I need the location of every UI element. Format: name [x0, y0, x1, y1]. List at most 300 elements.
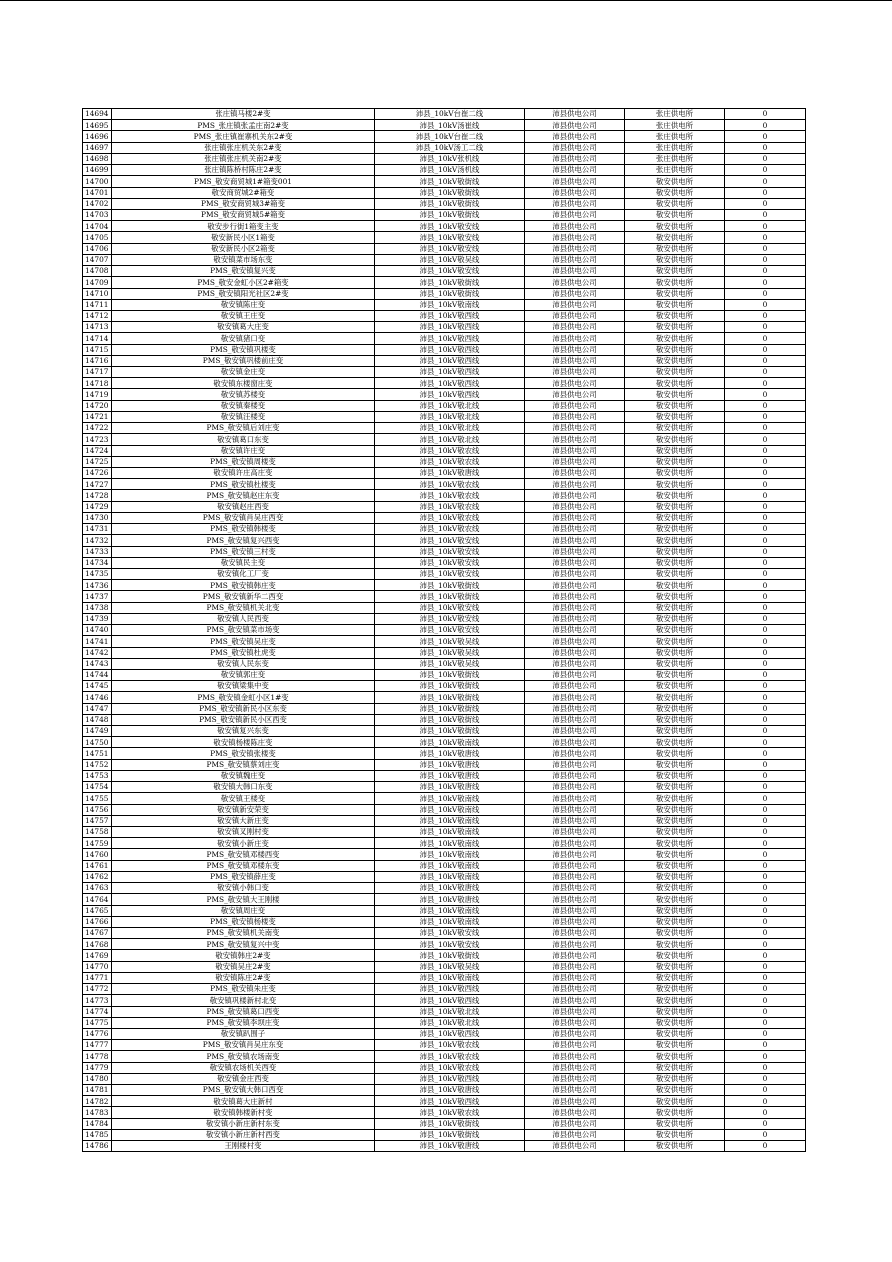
supply-station-cell: 敬安供电所 — [625, 176, 725, 187]
transformer-name-cell: PMS_敬安镇邓楼西变 — [112, 849, 375, 860]
table-row — [83, 1096, 806, 1107]
transformer-name-cell: 敬安镇吴庄2#变 — [112, 961, 375, 972]
supply-station-cell: 敬安供电所 — [625, 759, 725, 770]
company-cell: 沛县供电公司 — [525, 232, 625, 243]
count-cell: 0 — [725, 479, 806, 490]
count-cell: 0 — [725, 1085, 806, 1096]
table-row — [83, 322, 806, 333]
company-cell: 沛县供电公司 — [525, 501, 625, 512]
transformer-name-cell: PMS_敬安镇阳光社区2#变 — [112, 288, 375, 299]
company-cell: 沛县供电公司 — [525, 782, 625, 793]
count-cell: 0 — [725, 221, 806, 232]
feeder-line-cell: 沛县_10kV敬农线 — [375, 490, 525, 501]
row-id-cell: 14768 — [83, 939, 112, 950]
company-cell: 沛县供电公司 — [525, 939, 625, 950]
feeder-line-cell: 沛县_10kV敬街线 — [375, 703, 525, 714]
row-id-cell: 14744 — [83, 669, 112, 680]
feeder-line-cell: 沛县_10kV敬农线 — [375, 524, 525, 535]
count-cell: 0 — [725, 613, 806, 624]
table-row — [83, 479, 806, 490]
feeder-line-cell: 沛县_10kV汤机线 — [375, 165, 525, 176]
transformer-name-cell: PMS_敬安镇赵庄东变 — [112, 490, 375, 501]
supply-station-cell: 敬安供电所 — [625, 838, 725, 849]
transformer-name-cell: PMS_敬安金虹小区2#箱变 — [112, 277, 375, 288]
company-cell: 沛县供电公司 — [525, 198, 625, 209]
supply-station-cell: 敬安供电所 — [625, 322, 725, 333]
transformer-name-cell: 敬安镇人民东变 — [112, 658, 375, 669]
transformer-name-cell: 敬安新民小区1箱变 — [112, 232, 375, 243]
supply-station-cell: 敬安供电所 — [625, 1141, 725, 1152]
transformer-name-cell: 王刚楼村变 — [112, 1141, 375, 1152]
supply-station-cell: 张庄供电所 — [625, 165, 725, 176]
feeder-line-cell: 沛县_10kV敬农线 — [375, 1040, 525, 1051]
count-cell: 0 — [725, 1107, 806, 1118]
feeder-line-cell: 沛县_10kV台崔二线 — [375, 131, 525, 142]
count-cell: 0 — [725, 905, 806, 916]
count-cell: 0 — [725, 1028, 806, 1039]
company-cell: 沛县供电公司 — [525, 681, 625, 692]
feeder-line-cell: 沛县_10kV敬唐线 — [375, 894, 525, 905]
row-id-cell: 14710 — [83, 288, 112, 299]
supply-station-cell: 敬安供电所 — [625, 995, 725, 1006]
table-row — [83, 838, 806, 849]
transformer-name-cell: 敬安镇猪口变 — [112, 333, 375, 344]
transformer-name-cell: 敬安镇梁集中变 — [112, 681, 375, 692]
count-cell: 0 — [725, 378, 806, 389]
table-row — [83, 927, 806, 938]
feeder-line-cell: 沛县_10kV敬南线 — [375, 972, 525, 983]
transformer-name-cell: 敬安镇许庄高庄变 — [112, 468, 375, 479]
count-cell: 0 — [725, 490, 806, 501]
transformer-name-cell: 敬安镇民主变 — [112, 557, 375, 568]
company-cell: 沛县供电公司 — [525, 288, 625, 299]
transformer-name-cell: PMS_敬安镇蔡刘庄变 — [112, 759, 375, 770]
company-cell: 沛县供电公司 — [525, 669, 625, 680]
row-id-cell: 14767 — [83, 927, 112, 938]
table-row — [83, 568, 806, 579]
supply-station-cell: 敬安供电所 — [625, 355, 725, 366]
table-row — [83, 1129, 806, 1140]
feeder-line-cell: 沛县_10kV敬安线 — [375, 927, 525, 938]
feeder-line-cell: 沛县_10kV敬农线 — [375, 479, 525, 490]
table-row — [83, 232, 806, 243]
supply-station-cell: 敬安供电所 — [625, 1006, 725, 1017]
supply-station-cell: 张庄供电所 — [625, 142, 725, 153]
company-cell: 沛县供电公司 — [525, 423, 625, 434]
count-cell: 0 — [725, 131, 806, 142]
company-cell: 沛县供电公司 — [525, 209, 625, 220]
row-id-cell: 14772 — [83, 984, 112, 995]
table-row — [83, 535, 806, 546]
supply-station-cell: 敬安供电所 — [625, 849, 725, 860]
row-id-cell: 14712 — [83, 310, 112, 321]
transformer-name-cell: 张庄镇陈桥村陈庄2#变 — [112, 165, 375, 176]
feeder-line-cell: 沛县_10kV敬街线 — [375, 198, 525, 209]
table-row — [83, 165, 806, 176]
row-id-cell: 14777 — [83, 1040, 112, 1051]
transformer-name-cell: PMS_敬安镇肖吴庄西变 — [112, 512, 375, 523]
count-cell: 0 — [725, 389, 806, 400]
count-cell: 0 — [725, 568, 806, 579]
company-cell: 沛县供电公司 — [525, 512, 625, 523]
feeder-line-cell: 沛县_10kV敬安线 — [375, 602, 525, 613]
transformer-name-cell: PMS_敬安镇复兴西变 — [112, 535, 375, 546]
supply-station-cell: 敬安供电所 — [625, 748, 725, 759]
company-cell: 沛县供电公司 — [525, 367, 625, 378]
transformer-name-cell: PMS_敬安镇农场南变 — [112, 1051, 375, 1062]
row-id-cell: 14779 — [83, 1062, 112, 1073]
company-cell: 沛县供电公司 — [525, 1085, 625, 1096]
table-row — [83, 647, 806, 658]
company-cell: 沛县供电公司 — [525, 546, 625, 557]
supply-station-cell: 敬安供电所 — [625, 1096, 725, 1107]
table-row — [83, 849, 806, 860]
transformer-name-cell: PMS_敬安镇李坝庄变 — [112, 1017, 375, 1028]
feeder-line-cell: 沛县_10kV敬北线 — [375, 423, 525, 434]
count-cell: 0 — [725, 109, 806, 120]
row-id-cell: 14742 — [83, 647, 112, 658]
company-cell: 沛县供电公司 — [525, 557, 625, 568]
row-id-cell: 14726 — [83, 468, 112, 479]
table-row — [83, 221, 806, 232]
company-cell: 沛县供电公司 — [525, 916, 625, 927]
transformer-name-cell: PMS_敬安镇巩楼变 — [112, 344, 375, 355]
row-id-cell: 14695 — [83, 120, 112, 131]
transformer-name-cell: PMS_敬安镇韩楼变 — [112, 524, 375, 535]
table-row — [83, 905, 806, 916]
feeder-line-cell: 沛县_10kV敬西线 — [375, 344, 525, 355]
table-row — [83, 1141, 806, 1152]
table-row — [83, 254, 806, 265]
row-id-cell: 14705 — [83, 232, 112, 243]
feeder-line-cell: 沛县_10kV敬西线 — [375, 378, 525, 389]
row-id-cell: 14717 — [83, 367, 112, 378]
table-row — [83, 894, 806, 905]
company-cell: 沛县供电公司 — [525, 479, 625, 490]
feeder-line-cell: 沛县_10kV敬安线 — [375, 613, 525, 624]
transformer-name-cell: 敬安镇王楼变 — [112, 793, 375, 804]
transformer-name-cell: PMS_敬安镇肖吴庄东变 — [112, 1040, 375, 1051]
row-id-cell: 14724 — [83, 445, 112, 456]
company-cell: 沛县供电公司 — [525, 692, 625, 703]
table-row — [83, 759, 806, 770]
transformer-name-cell: 敬安镇汪楼变 — [112, 411, 375, 422]
supply-station-cell: 敬安供电所 — [625, 456, 725, 467]
feeder-line-cell: 沛县_10kV敬南线 — [375, 793, 525, 804]
feeder-line-cell: 沛县_10kV敬吴线 — [375, 658, 525, 669]
count-cell: 0 — [725, 1129, 806, 1140]
table-row — [83, 209, 806, 220]
company-cell: 沛县供电公司 — [525, 1118, 625, 1129]
transformer-name-cell: PMS_敬安镇复兴中变 — [112, 939, 375, 950]
count-cell: 0 — [725, 737, 806, 748]
transformer-name-cell: PMS_敬安镇大韩口西变 — [112, 1085, 375, 1096]
transformer-name-cell: 敬安镇小新庄新村东变 — [112, 1118, 375, 1129]
company-cell: 沛县供电公司 — [525, 905, 625, 916]
table-row — [83, 748, 806, 759]
row-id-cell: 14780 — [83, 1073, 112, 1084]
feeder-line-cell: 沛县_10kV汤崔线 — [375, 120, 525, 131]
row-id-cell: 14747 — [83, 703, 112, 714]
company-cell: 沛县供电公司 — [525, 838, 625, 849]
company-cell: 沛县供电公司 — [525, 266, 625, 277]
row-id-cell: 14748 — [83, 714, 112, 725]
feeder-line-cell: 沛县_10kV敬吴线 — [375, 647, 525, 658]
table-row — [83, 546, 806, 557]
top-rule — [0, 0, 892, 1]
feeder-line-cell: 沛县_10kV敬安线 — [375, 266, 525, 277]
company-cell: 沛县供电公司 — [525, 759, 625, 770]
feeder-line-cell: 沛县_10kV敬吴线 — [375, 254, 525, 265]
supply-station-cell: 敬安供电所 — [625, 681, 725, 692]
count-cell: 0 — [725, 961, 806, 972]
row-id-cell: 14730 — [83, 512, 112, 523]
feeder-line-cell: 沛县_10kV张机线 — [375, 153, 525, 164]
count-cell: 0 — [725, 580, 806, 591]
table-row — [83, 277, 806, 288]
table-row — [83, 490, 806, 501]
transformer-name-cell: PMS_敬安镇菜市场变 — [112, 625, 375, 636]
feeder-line-cell: 沛县_10kV敬北线 — [375, 1017, 525, 1028]
supply-station-cell: 敬安供电所 — [625, 209, 725, 220]
supply-station-cell: 敬安供电所 — [625, 490, 725, 501]
supply-station-cell: 敬安供电所 — [625, 894, 725, 905]
company-cell: 沛县供电公司 — [525, 1028, 625, 1039]
row-id-cell: 14756 — [83, 804, 112, 815]
supply-station-cell: 敬安供电所 — [625, 984, 725, 995]
feeder-line-cell: 沛县_10kV敬南线 — [375, 299, 525, 310]
row-id-cell: 14715 — [83, 344, 112, 355]
count-cell: 0 — [725, 411, 806, 422]
transformer-name-cell: 敬安商贸城2#箱变 — [112, 187, 375, 198]
supply-station-cell: 敬安供电所 — [625, 770, 725, 781]
supply-station-cell: 敬安供电所 — [625, 714, 725, 725]
feeder-line-cell: 沛县_10kV敬南线 — [375, 916, 525, 927]
supply-station-cell: 敬安供电所 — [625, 726, 725, 737]
company-cell: 沛县供电公司 — [525, 221, 625, 232]
feeder-line-cell: 沛县_10kV敬唐线 — [375, 782, 525, 793]
supply-station-cell: 敬安供电所 — [625, 1062, 725, 1073]
table-row — [83, 1017, 806, 1028]
table-row — [83, 591, 806, 602]
count-cell: 0 — [725, 187, 806, 198]
table-row — [83, 580, 806, 591]
supply-station-cell: 敬安供电所 — [625, 310, 725, 321]
count-cell: 0 — [725, 468, 806, 479]
count-cell: 0 — [725, 860, 806, 871]
row-id-cell: 14714 — [83, 333, 112, 344]
feeder-line-cell: 沛县_10kV汤工二线 — [375, 142, 525, 153]
company-cell: 沛县供电公司 — [525, 1096, 625, 1107]
row-id-cell: 14707 — [83, 254, 112, 265]
transformer-table — [82, 108, 806, 1152]
row-id-cell: 14743 — [83, 658, 112, 669]
table-row — [83, 916, 806, 927]
row-id-cell: 14752 — [83, 759, 112, 770]
transformer-name-cell: 敬安镇秦楼变 — [112, 400, 375, 411]
feeder-line-cell: 沛县_10kV敬唐线 — [375, 1141, 525, 1152]
supply-station-cell: 敬安供电所 — [625, 423, 725, 434]
table-row — [83, 378, 806, 389]
count-cell: 0 — [725, 176, 806, 187]
table-row — [83, 669, 806, 680]
transformer-name-cell: 敬安镇大韩口东变 — [112, 782, 375, 793]
table-row — [83, 389, 806, 400]
row-id-cell: 14759 — [83, 838, 112, 849]
count-cell: 0 — [725, 782, 806, 793]
count-cell: 0 — [725, 512, 806, 523]
count-cell: 0 — [725, 288, 806, 299]
row-id-cell: 14764 — [83, 894, 112, 905]
company-cell: 沛县供电公司 — [525, 310, 625, 321]
transformer-name-cell: PMS_敬安镇机关南变 — [112, 927, 375, 938]
supply-station-cell: 敬安供电所 — [625, 1017, 725, 1028]
supply-station-cell: 敬安供电所 — [625, 535, 725, 546]
feeder-line-cell: 沛县_10kV敬街线 — [375, 669, 525, 680]
company-cell: 沛县供电公司 — [525, 972, 625, 983]
supply-station-cell: 敬安供电所 — [625, 1028, 725, 1039]
company-cell: 沛县供电公司 — [525, 1051, 625, 1062]
count-cell: 0 — [725, 209, 806, 220]
row-id-cell: 14749 — [83, 726, 112, 737]
count-cell: 0 — [725, 793, 806, 804]
company-cell: 沛县供电公司 — [525, 109, 625, 120]
feeder-line-cell: 沛县_10kV敬西线 — [375, 367, 525, 378]
supply-station-cell: 敬安供电所 — [625, 1118, 725, 1129]
count-cell: 0 — [725, 1141, 806, 1152]
row-id-cell: 14774 — [83, 1006, 112, 1017]
feeder-line-cell: 沛县_10kV敬西线 — [375, 1073, 525, 1084]
row-id-cell: 14735 — [83, 568, 112, 579]
company-cell: 沛县供电公司 — [525, 333, 625, 344]
row-id-cell: 14781 — [83, 1085, 112, 1096]
count-cell: 0 — [725, 714, 806, 725]
feeder-line-cell: 沛县_10kV敬街线 — [375, 692, 525, 703]
supply-station-cell: 敬安供电所 — [625, 658, 725, 669]
count-cell: 0 — [725, 703, 806, 714]
company-cell: 沛县供电公司 — [525, 434, 625, 445]
supply-station-cell: 敬安供电所 — [625, 468, 725, 479]
company-cell: 沛县供电公司 — [525, 1062, 625, 1073]
row-id-cell: 14766 — [83, 916, 112, 927]
transformer-name-cell: PMS_敬安镇巩楼前庄变 — [112, 355, 375, 366]
transformer-name-cell: PMS_敬安镇周楼变 — [112, 456, 375, 467]
feeder-line-cell: 沛县_10kV敬西线 — [375, 984, 525, 995]
count-cell: 0 — [725, 355, 806, 366]
company-cell: 沛县供电公司 — [525, 1073, 625, 1084]
company-cell: 沛县供电公司 — [525, 411, 625, 422]
supply-station-cell: 敬安供电所 — [625, 871, 725, 882]
supply-station-cell: 张庄供电所 — [625, 120, 725, 131]
feeder-line-cell: 沛县_10kV敬安线 — [375, 625, 525, 636]
count-cell: 0 — [725, 400, 806, 411]
supply-station-cell: 敬安供电所 — [625, 266, 725, 277]
company-cell: 沛县供电公司 — [525, 524, 625, 535]
transformer-name-cell: PMS_敬安镇金虹小区1#变 — [112, 692, 375, 703]
transformer-name-cell: PMS_敬安镇杜楼变 — [112, 479, 375, 490]
row-id-cell: 14769 — [83, 950, 112, 961]
table-row — [83, 266, 806, 277]
company-cell: 沛县供电公司 — [525, 1129, 625, 1140]
feeder-line-cell: 沛县_10kV敬街线 — [375, 209, 525, 220]
row-id-cell: 14719 — [83, 389, 112, 400]
count-cell: 0 — [725, 591, 806, 602]
row-id-cell: 14697 — [83, 142, 112, 153]
company-cell: 沛县供电公司 — [525, 277, 625, 288]
transformer-name-cell: 敬安镇金庄变 — [112, 367, 375, 378]
company-cell: 沛县供电公司 — [525, 860, 625, 871]
row-id-cell: 14782 — [83, 1096, 112, 1107]
company-cell: 沛县供电公司 — [525, 793, 625, 804]
supply-station-cell: 敬安供电所 — [625, 950, 725, 961]
company-cell: 沛县供电公司 — [525, 984, 625, 995]
table-row — [83, 972, 806, 983]
company-cell: 沛县供电公司 — [525, 871, 625, 882]
supply-station-cell: 敬安供电所 — [625, 1040, 725, 1051]
table-row — [83, 984, 806, 995]
table-row — [83, 692, 806, 703]
table-row — [83, 333, 806, 344]
company-cell: 沛县供电公司 — [525, 894, 625, 905]
table-row — [83, 299, 806, 310]
count-cell: 0 — [725, 804, 806, 815]
count-cell: 0 — [725, 333, 806, 344]
table-row — [83, 434, 806, 445]
table-row — [83, 1118, 806, 1129]
row-id-cell: 14703 — [83, 209, 112, 220]
count-cell: 0 — [725, 254, 806, 265]
count-cell: 0 — [725, 972, 806, 983]
transformer-name-cell: 敬安镇葛大庄新村 — [112, 1096, 375, 1107]
row-id-cell: 14737 — [83, 591, 112, 602]
table-row — [83, 703, 806, 714]
count-cell: 0 — [725, 748, 806, 759]
transformer-name-cell: PMS_敬安镇朱庄变 — [112, 984, 375, 995]
feeder-line-cell: 沛县_10kV敬西线 — [375, 995, 525, 1006]
count-cell: 0 — [725, 726, 806, 737]
count-cell: 0 — [725, 524, 806, 535]
transformer-name-cell: PMS_敬安镇杨楼变 — [112, 916, 375, 927]
feeder-line-cell: 沛县_10kV敬农线 — [375, 445, 525, 456]
feeder-line-cell: 沛县_10kV敬南线 — [375, 838, 525, 849]
transformer-name-cell: PMS_敬安镇薛庄变 — [112, 871, 375, 882]
row-id-cell: 14736 — [83, 580, 112, 591]
feeder-line-cell: 沛县_10kV敬农线 — [375, 456, 525, 467]
supply-station-cell: 敬安供电所 — [625, 625, 725, 636]
transformer-name-cell: 敬安镇陈庄变 — [112, 299, 375, 310]
company-cell: 沛县供电公司 — [525, 131, 625, 142]
feeder-line-cell: 沛县_10kV敬农线 — [375, 1051, 525, 1062]
table-row — [83, 445, 806, 456]
supply-station-cell: 张庄供电所 — [625, 109, 725, 120]
company-cell: 沛县供电公司 — [525, 703, 625, 714]
row-id-cell: 14728 — [83, 490, 112, 501]
table-row — [83, 1085, 806, 1096]
supply-station-cell: 张庄供电所 — [625, 153, 725, 164]
transformer-name-cell: 敬安镇葛口东变 — [112, 434, 375, 445]
table-row — [83, 860, 806, 871]
table-row — [83, 153, 806, 164]
supply-station-cell: 张庄供电所 — [625, 131, 725, 142]
feeder-line-cell: 沛县_10kV敬北线 — [375, 434, 525, 445]
feeder-line-cell: 沛县_10kV敬唐线 — [375, 468, 525, 479]
table-row — [83, 636, 806, 647]
feeder-line-cell: 沛县_10kV敬南线 — [375, 804, 525, 815]
table-row — [83, 468, 806, 479]
count-cell: 0 — [725, 434, 806, 445]
table-row — [83, 288, 806, 299]
table-row — [83, 512, 806, 523]
